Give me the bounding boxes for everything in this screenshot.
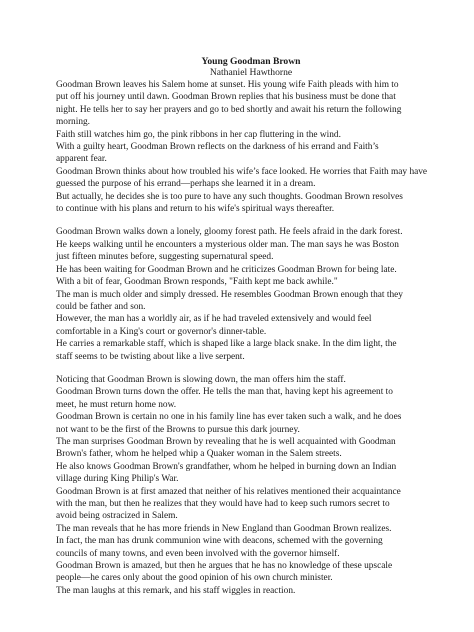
text-line: just fifteen minutes before, suggesting supernatural speed. xyxy=(56,252,274,263)
text-line: meet, he must return home now. xyxy=(56,399,177,410)
text-line: Goodman Brown is certain no one in his family line has ever taken such a walk, and he does xyxy=(56,412,402,423)
text-line: councils of many towns, and even been involved with the governor himself. xyxy=(56,548,340,559)
text-line: However, the man has a worldly air, as if he had traveled extensively and would feel xyxy=(56,314,372,325)
text-line: village during King Philip's War. xyxy=(56,474,179,485)
text-line: With a bit of fear, Goodman Brown responds, "Faith kept me back awhile." xyxy=(56,277,338,288)
document-title: Young Goodman Brown xyxy=(201,56,301,67)
text-line: The man surprises Goodman Brown by revealing that he is well acquainted with Goodman xyxy=(56,436,396,447)
section-gap xyxy=(56,215,446,226)
text-line: put off his journey until dawn. Goodman Brown replies that his business must be done that xyxy=(56,92,396,103)
text-line: He also knows Goodman Brown's grandfather, whom he helped in burning down an Indian xyxy=(56,461,397,472)
section-gap xyxy=(56,363,446,374)
text-line: He has been waiting for Goodman Brown and he criticizes Goodman Brown for being late. xyxy=(56,264,397,275)
text-line: With a guilty heart, Goodman Brown reflects on the darkness of his errand and Faith’s xyxy=(56,142,379,153)
text-line: In fact, the man has drunk communion wine with deacons, schemed with the governing xyxy=(56,536,383,547)
text-line: comfortable in a King's court or governor's dinner-table. xyxy=(56,326,267,337)
text-line: He carries a remarkable staff, which is shaped like a large black snake. In the dim light, the xyxy=(56,339,397,350)
text-line: Goodman Brown leaves his Salem home at sunset. His young wife Faith pleads with him to xyxy=(56,80,399,90)
text-line: not want to be the first of the Browns to pursue this dark journey. xyxy=(56,424,300,435)
text-line: Goodman Brown is at first amazed that neither of his relatives mentioned their acquaintance xyxy=(56,486,401,497)
text-line: Brown's father, whom he helped whip a Quaker woman in the Salem streets. xyxy=(56,449,342,460)
text-line: Goodman Brown turns down the offer. He tells the man that, having kept his agreement to xyxy=(56,387,393,398)
text-line: The man is much older and simply dressed. He resembles Goodman Brown enough that they xyxy=(56,289,403,300)
text-line: apparent fear. xyxy=(56,154,107,165)
text-line: Goodman Brown is amazed, but then he argues that he has no knowledge of these upscale xyxy=(56,561,393,572)
text-line: Noticing that Goodman Brown is slowing down, the man offers him the staff. xyxy=(56,374,346,385)
text-line: with the man, but then he realizes that they would have had to keep such rumors secret to xyxy=(56,499,390,509)
text-line: Faith still watches him go, the pink ribbons in her cap fluttering in the wind. xyxy=(56,129,341,140)
text-line: Goodman Brown walks down a lonely, gloomy forest path. He feels afraid in the dark forest. xyxy=(56,227,403,238)
text-line: Goodman Brown thinks about how troubled his wife’s face looked. He worries that Faith may have xyxy=(56,166,428,177)
text-line: The man reveals that he has more friends in New England than Goodman Brown realizes. xyxy=(56,523,392,534)
text-line: The man laughs at this remark, and his staff wiggles in reaction. xyxy=(56,585,296,596)
text-line: morning. xyxy=(56,117,90,128)
text-line: to continue with his plans and return to his wife's spiritual ways thereafter. xyxy=(56,204,335,215)
document-author: Nathaniel Hawthorne xyxy=(209,67,293,78)
text-line: people—he cares only about the good opinion of his own church minister. xyxy=(56,573,333,584)
text-line: guessed the purpose of his errand—perhaps she learned it in a dream. xyxy=(56,179,316,190)
document-body xyxy=(56,79,446,597)
text-line: night. He tells her to say her prayers and go to bed shortly and await his return the following xyxy=(56,104,402,115)
text-line: avoid being ostracized in Salem. xyxy=(56,511,178,522)
text-line: But actually, he decides she is too pure to have any such thoughts. Goodman Brown resolves xyxy=(56,191,403,202)
text-line: could be father and son. xyxy=(56,301,146,312)
text-line: staff seems to be twisting about like a live serpent. xyxy=(56,351,245,362)
text-line: He keeps walking until he encounters a mysterious older man. The man says he was Boston xyxy=(56,239,399,250)
